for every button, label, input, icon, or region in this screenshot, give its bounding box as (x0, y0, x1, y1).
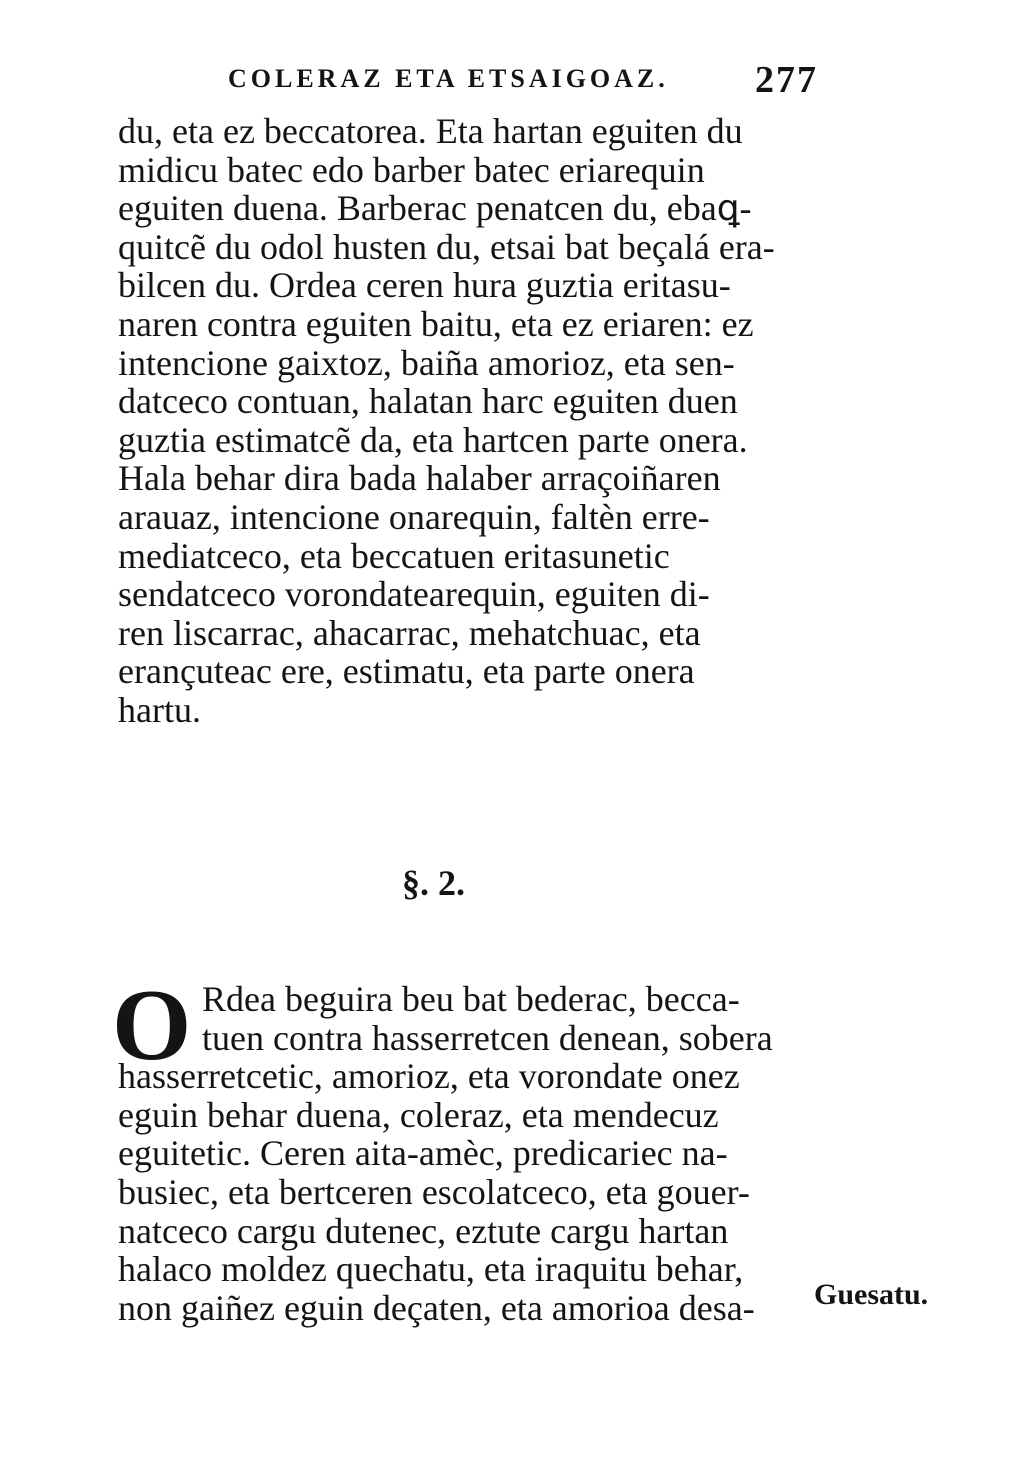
text-line: Hala behar dira bada halaber arraçoiñaren (118, 458, 721, 499)
drop-cap: O (112, 969, 192, 1082)
text-line: sendatceco vorondatearequin, eguiten di- (118, 574, 710, 615)
text-line: du, eta ez beccatorea. Eta hartan eguiten du (118, 111, 743, 151)
text-line: hartu. (118, 689, 201, 730)
text-line: natceco cargu dutenec, eztute cargu hartan (118, 1210, 729, 1251)
text-line: datceco contuan, halatan harc eguiten duen (118, 381, 738, 422)
page-number: 277 (755, 59, 818, 101)
text-line: eguin behar duena, coleraz, eta mendecuz (118, 1094, 719, 1135)
text-line: quitcẽ du odol husten du, etsai bat beçalá era- (118, 226, 775, 267)
text-line: bilcen du. Ordea ceren hura guztia eritasu- (118, 265, 731, 306)
text-line: naren contra eguiten baitu, eta ez eriaren: ez (118, 303, 754, 344)
text-line: tuen contra hasserretcen denean, sobera (202, 1017, 773, 1058)
text-line: busiec, eta bertceren escolatceco, eta gouer- (118, 1171, 750, 1212)
text-line: mediatceco, eta beccatuen eritasunetic (118, 535, 670, 576)
text-line: erançuteac ere, estimatu, eta parte onera (118, 651, 695, 692)
text-line: halaco moldez quechatu, eta iraquitu behar, (118, 1249, 744, 1290)
text-line: non gaiñez eguin deçaten, eta amorioa desa- (118, 1287, 755, 1328)
text-line: ren liscarrac, ahacarrac, mehatchuac, eta (118, 612, 701, 653)
text-line: eguitetic. Ceren aita-amèc, predicariec na- (118, 1133, 728, 1174)
marginal-note: Guesatu. (814, 1278, 929, 1311)
text-line: eguiten duena. Barberac penatcen du, ebaꝗ- (118, 188, 752, 229)
text-line: Rdea beguira beu bat bederac, becca- (202, 979, 740, 1019)
text-line: midicu batec edo barber batec eriarequin (118, 149, 705, 190)
text-line: arauaz, intencione onarequin, faltèn erre- (118, 496, 710, 537)
text-line: hasserretcetic, amorioz, eta vorondate onez (118, 1056, 740, 1097)
section-mark: §. 2. (402, 863, 465, 903)
page-header (228, 58, 818, 102)
running-head: COLERAZ ETA ETSAIGOAZ. (228, 64, 669, 93)
text-line: intencione gaixtoz, baiña amorioz, eta sen- (118, 342, 735, 383)
paragraph-section-2 (112, 969, 818, 1328)
text-line: guztia estimatcẽ da, eta hartcen parte onera. (118, 419, 748, 460)
paragraph-section-1 (118, 112, 818, 730)
